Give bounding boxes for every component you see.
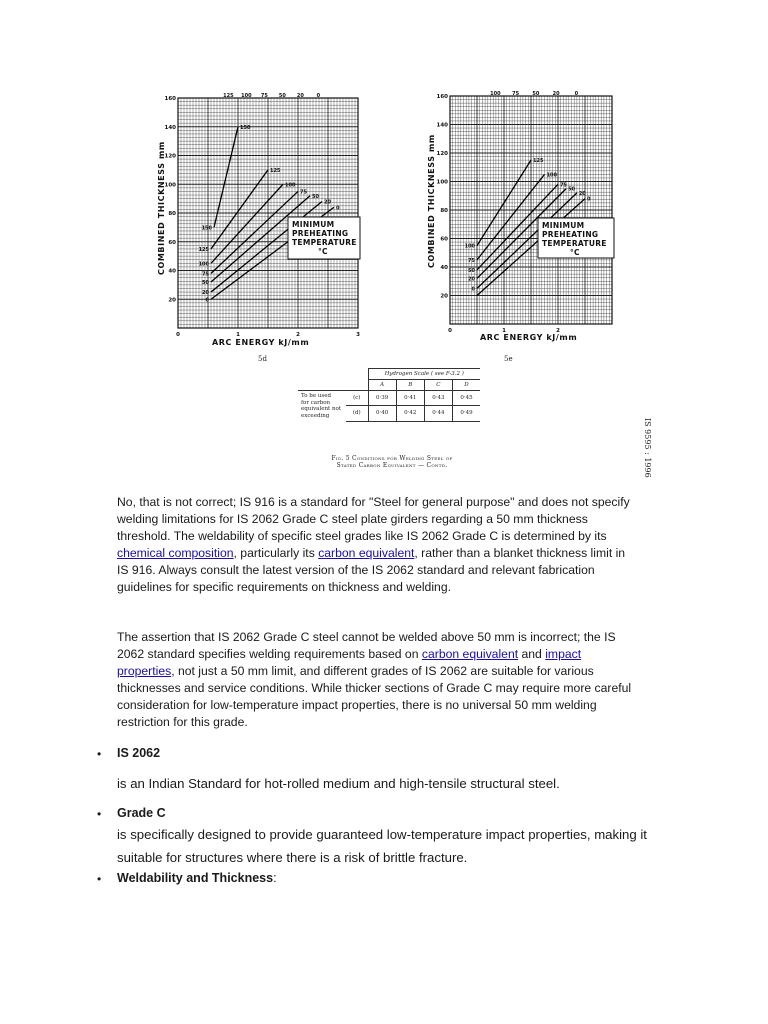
chart-5d-series-start-label: 50	[202, 280, 209, 286]
hydrogen-scale-table	[298, 368, 480, 422]
chart-5e-series-label: 50	[568, 186, 576, 193]
chart-5d-y-tick: 160	[164, 96, 176, 102]
chart-5e-x-tick: 2	[556, 328, 560, 334]
chart-5e-series-start-label: 75	[468, 257, 475, 264]
table-cell: 0·45	[452, 391, 480, 406]
chart-5d-top-label: 20	[296, 93, 304, 99]
bullet-heading-is2062: IS 2062	[117, 746, 161, 760]
bullet-marker: •	[97, 872, 102, 886]
chart-5d-top-label: 125	[223, 93, 234, 99]
chart-5e-marks	[437, 91, 591, 334]
table-cell: 0·39	[368, 391, 396, 406]
chart-5e-y-tick: 100	[436, 179, 448, 186]
table-cell: 0·43	[424, 391, 452, 406]
row-label	[298, 391, 346, 422]
standard-side-note: IS 9595 : 1996	[643, 418, 652, 478]
chart-5e-series-start-label: 20	[468, 276, 475, 283]
chart-5e-top-label: 0	[574, 91, 579, 97]
hydrogen-scale-header: Hydrogen Scale ( see F-3.2 )	[368, 369, 480, 380]
chart-5d-caption: 5d	[258, 355, 267, 363]
chart-5e-x-tick: 0	[448, 328, 452, 334]
chart-5e-y-tick: 120	[436, 151, 448, 157]
chart-5d-box-line-3: TEMPERATURE	[292, 238, 357, 247]
bullet-heading-weldability-colon: :	[273, 871, 277, 885]
bullet-heading-grade-c: Grade C	[117, 806, 166, 820]
bullet-heading-weldability	[117, 871, 277, 885]
chart-5d-series-label: 150	[240, 124, 251, 131]
chart-5d-x-tick: 2	[296, 332, 300, 338]
column-header: B	[396, 380, 424, 391]
column-header: A	[368, 380, 396, 391]
chart-5e-y-tick: 160	[436, 94, 448, 100]
bullet-body-is2062: is an Indian Standard for hot-rolled medium and high-tensile structural steel.	[117, 776, 560, 791]
figure-caption-line-2: Stated Carbon Equivalent — Contd.	[336, 462, 448, 469]
chart-5e-x-axis-label: ARC ENERGY kJ/mm	[480, 333, 578, 342]
chart-5d-series-start-label: 125	[198, 246, 209, 253]
chart-5e-series-label: 0	[587, 196, 591, 203]
chart-5e-box-line-3: TEMPERATURE	[542, 239, 607, 248]
chart-5d-top-label: 75	[260, 93, 268, 99]
chart-5d-series-label: 75	[300, 189, 307, 196]
chart-5d-top-label: 100	[241, 93, 252, 99]
chart-5e-series-label: 20	[578, 190, 586, 197]
row-label-line: for carbon	[301, 399, 331, 406]
row-label-line: equivalent not	[301, 406, 342, 412]
chart-5d-series-start-label: 100	[198, 261, 209, 268]
chart-5e-box-line-4: °C	[570, 248, 580, 257]
chart-5e-top-label: 100	[490, 91, 501, 97]
paragraph-2	[117, 629, 637, 731]
paragraph-2-text-b: and	[518, 647, 546, 661]
bullet-marker: •	[97, 747, 102, 761]
chart-5e	[420, 88, 620, 348]
bullet-heading-weldability-text: Weldability and Thickness	[117, 871, 274, 885]
chart-5d-top-label: 0	[316, 93, 321, 99]
table-cell: 0·41	[396, 391, 424, 406]
link-chemical-composition[interactable]: chemical composition	[117, 546, 234, 560]
chart-5d-series-label: 50	[312, 193, 319, 200]
table-cell: 0·49	[452, 406, 480, 421]
row-label-line: To be used	[301, 393, 331, 399]
chart-5e-top-label: 50	[532, 91, 540, 97]
table-cell: 0·44	[424, 406, 452, 421]
column-header: C	[424, 380, 452, 391]
chart-5d-series-label: 125	[270, 167, 281, 174]
chart-5e-series-label: 100	[546, 172, 557, 179]
chart-5e-y-tick: 140	[436, 122, 448, 129]
chart-5d	[150, 90, 375, 350]
link-carbon-equivalent[interactable]: carbon equivalent	[421, 647, 519, 661]
chart-5e-y-tick: 80	[440, 208, 448, 214]
chart-5d-series-start-label: 150	[201, 225, 212, 232]
chart-5d-y-tick: 120	[164, 153, 176, 160]
chart-5e-series-start-label: 50	[468, 267, 475, 274]
chart-5e-box-line-1: MINIMUM	[542, 221, 585, 230]
paragraph-1-text-c: , rather than a blanket thickness limit in IS 916. Always consult the latest version of the IS 2062 standard and relevant fabrication guidelines for specific requirements on thickness and welding.	[117, 546, 626, 594]
chart-5d-x-tick: 0	[176, 332, 180, 338]
chart-5e-top-label: 20	[552, 91, 560, 97]
chart-5e-series-label: 125	[533, 158, 544, 165]
chart-5d-y-tick: 100	[164, 182, 176, 189]
row-label-line: exceeding	[301, 412, 330, 419]
chart-5d-series-start-label: 0	[205, 297, 209, 304]
chart-5d-series-start-label: 20	[202, 290, 209, 297]
chart-5d-y-tick: 60	[168, 239, 176, 246]
chart-5d-box-line-1: MINIMUM	[292, 220, 335, 229]
paragraph-2-text-c: , not just a 50 mm limit, and different grades of IS 2062 are suitable for various thicknesses and service conditions. While thicker sections of Grade C may require more careful consideration for low-temperature impact properties, there is no universal 50 mm welding restriction for this grade.	[117, 664, 632, 729]
paragraph-1	[117, 494, 637, 596]
figure-caption	[292, 455, 492, 469]
paragraph-1-text-a: No, that is not correct; IS 916 is a standard for "Steel for general purpose" and does not specify welding limitations for IS 2062 Grade C steel plate girders regarding a 50 mm thickness threshold. The weldability of specific steel grades like IS 2062 Grade C is determined by its	[117, 495, 630, 543]
chart-5e-series-start-label: 0	[471, 286, 475, 293]
link-impact-properties[interactable]: impact properties	[117, 647, 582, 678]
chart-5e-y-tick: 20	[440, 293, 448, 300]
chart-5e-x-tick: 1	[502, 328, 506, 334]
chart-5e-y-tick: 40	[440, 265, 448, 271]
paragraph-1-text-b: , particularly its	[233, 546, 319, 560]
chart-5d-y-tick: 20	[168, 297, 176, 304]
chart-5d-marks	[165, 93, 361, 338]
chart-5d-series-label: 20	[324, 199, 331, 206]
bullet-marker: •	[97, 807, 102, 821]
chart-5e-y-axis-label: COMBINED THICKNESS mm	[427, 134, 436, 268]
chart-5d-series-start-label: 75	[202, 271, 209, 278]
chart-5d-box-line-2: PREHEATING	[292, 229, 349, 238]
chart-5d-y-axis-label: COMBINED THICKNESS mm	[157, 141, 166, 275]
figure-caption-line-1: Fig. 5 Conditions for Welding Steel of	[331, 455, 453, 462]
chart-5e-top-label: 75	[512, 91, 520, 97]
chart-5e-series-start-label: 100	[464, 243, 475, 250]
chart-5e-box-line-2: PREHEATING	[542, 230, 599, 239]
bullet-body-grade-c: is specifically designed to provide guaranteed low-temperature impact properties, making it suitable for structures where there is a risk of brittle fracture.	[117, 827, 647, 865]
chart-5d-series-label: 0	[336, 205, 340, 212]
chart-5d-y-tick: 40	[168, 268, 176, 275]
chart-5e-caption: 5e	[504, 355, 513, 363]
chart-5d-box-line-4: °C	[318, 247, 328, 256]
link-carbon-equivalent[interactable]: carbon equivalent	[318, 546, 415, 560]
chart-5d-top-label: 50	[278, 93, 286, 99]
table-cell: 0·42	[396, 406, 424, 421]
chart-5d-x-tick: 3	[356, 332, 360, 338]
chart-5d-series-label: 100	[285, 182, 296, 189]
paragraph-2-text-a: The assertion that IS 2062 Grade C steel cannot be welded above 50 mm is incorrect; the IS 2062 standard specifies welding requirements based on	[117, 630, 616, 661]
chart-5d-y-tick: 140	[164, 124, 176, 131]
chart-5d-y-tick: 80	[168, 211, 176, 217]
row-sub-label: (c)	[346, 391, 368, 406]
row-sub-label: (d)	[346, 406, 368, 421]
table-cell: 0·40	[368, 406, 396, 421]
chart-5e-series-label: 75	[560, 182, 567, 189]
chart-5d-x-axis-label: ARC ENERGY kJ/mm	[212, 338, 310, 347]
chart-5e-y-tick: 60	[440, 236, 448, 243]
column-header: D	[452, 380, 480, 391]
chart-5d-x-tick: 1	[236, 332, 240, 338]
